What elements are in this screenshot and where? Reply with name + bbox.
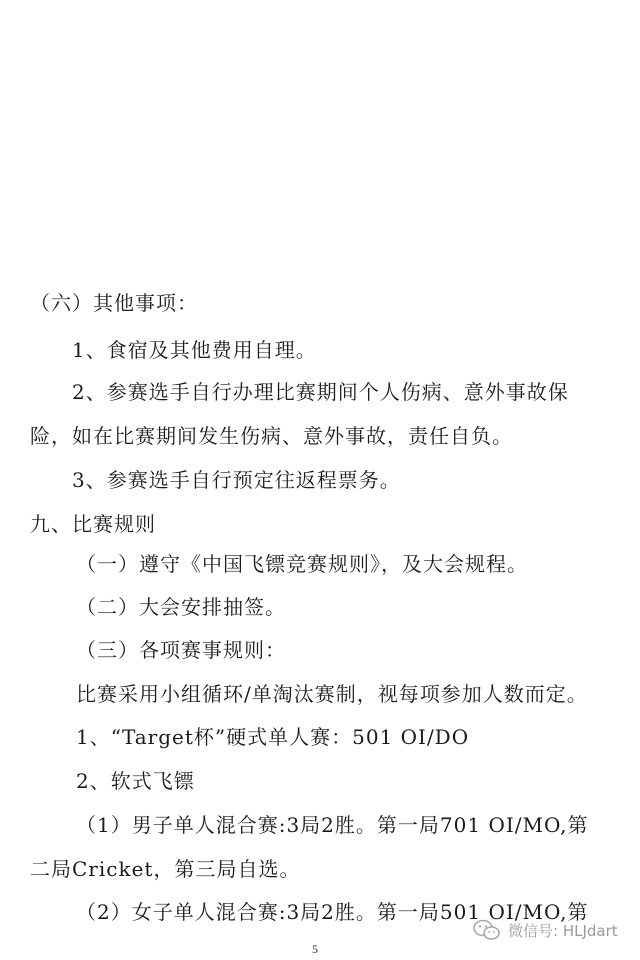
- paragraph-line: 二局Cricket，第三局自选。: [30, 857, 301, 881]
- paragraph-line: （一）遵守《中国飞镖竞赛规则》，及大会规程。: [76, 552, 528, 576]
- wechat-icon: [472, 918, 502, 942]
- paragraph-line: 3、参赛选手自行预定往返程票务。: [72, 468, 401, 492]
- section-heading-rules: 九、比赛规则: [30, 512, 156, 536]
- paragraph-line: 比赛采用小组循环/单淘汰赛制，视每项参加人数而定。: [76, 682, 588, 706]
- paragraph-line: （1）男子单人混合赛:3局2胜。第一局701 OI/MO,第: [76, 813, 589, 837]
- wechat-watermark: [472, 918, 618, 942]
- paragraph-line: （二）大会安排抽签。: [76, 595, 286, 619]
- paragraph-line: 险，如在比赛期间发生伤病、意外事故，责任自负。: [30, 424, 513, 448]
- page-number: 5: [312, 942, 318, 956]
- paragraph-line: （2）女子单人混合赛:3局2胜。第一局501 OI/MO,第: [76, 900, 589, 924]
- section-heading-other-matters: （六）其他事项：: [30, 291, 198, 315]
- paragraph-line: 1、食宿及其他费用自理。: [72, 338, 317, 362]
- paragraph-line: 2、参赛选手自行办理比赛期间个人伤病、意外事故保: [72, 380, 569, 404]
- paragraph-line: 2、软式飞镖: [76, 769, 195, 793]
- watermark-text: 微信号: HLJdart: [508, 921, 618, 940]
- paragraph-line: 1、“Target杯”硬式单人赛：501 OI/DO: [76, 725, 470, 749]
- paragraph-line: （三）各项赛事规则：: [76, 638, 286, 662]
